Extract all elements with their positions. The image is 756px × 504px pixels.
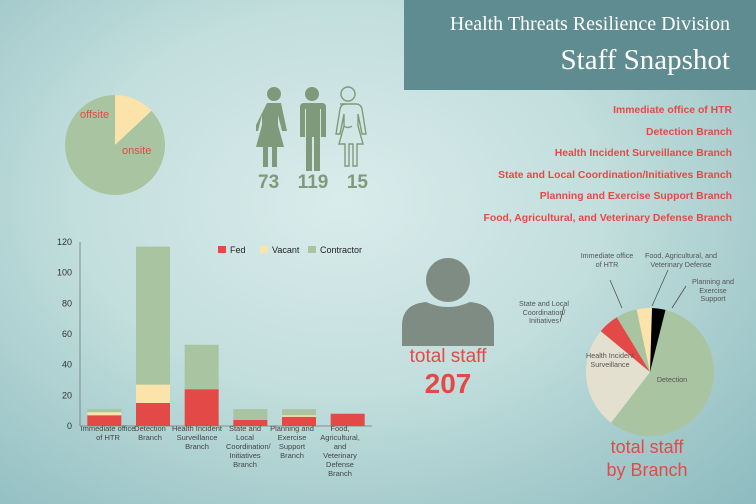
headcount-values [258,172,368,194]
people-icons [256,86,368,174]
woman-icon [256,87,287,167]
branch-list-item: State and Local Coordination/Initiatives Branch [498,169,732,181]
branch-pie-label: Planning and Exercise Support [692,277,734,304]
bar-segment [136,247,170,385]
legend-label: Contractor [320,245,363,255]
count-fed-men: 119 [297,172,329,193]
pie-label-onsite: onsite [122,145,152,157]
legend-label: Fed [230,245,246,255]
y-tick-label: 40 [61,359,72,370]
y-tick-label: 120 [56,237,72,247]
y-tick-label: 60 [61,329,72,339]
legend-swatch [308,246,316,253]
branch-pie-title-line2: by Branch [606,460,688,480]
branch-list-item: Food, Agricultural, and Veterinary Defense Branch [483,212,732,224]
x-label: State and Local Coordination/ Initiatives Branch [226,424,271,469]
branch-list-item: Planning and Exercise Support Branch [539,191,732,202]
x-label: Health Incident Surveillance Branch [171,424,223,451]
y-tick-label: 80 [61,298,72,309]
x-label: Immediate office of HTR [80,424,136,442]
branch-pie-label: Health Incident Surveillance [586,351,634,369]
man-icon [300,87,326,171]
location-pie [60,90,170,200]
x-label: Detection Branch [134,424,166,442]
bar-segment [233,409,267,420]
bar-segment [136,385,170,403]
snapshot-title: Staff Snapshot [560,44,730,76]
bar-segment [87,409,121,412]
contractor-icon [336,87,366,166]
y-tick-label: 100 [56,267,72,278]
branch-pie-label: State and Local Coordination/ Initiatives [519,299,569,326]
count-fed-women: 73 [258,172,280,193]
x-label: Food, Agricultural, and Veterinary Defense Branch [320,424,360,478]
branch-pie-label: Detection [656,375,688,384]
branch-pie-title-line1: total staff [610,437,684,457]
header-banner [404,0,756,90]
bar-segment [282,409,316,415]
branch-list-item: Immediate office of HTR [613,105,732,116]
bar-segment [282,415,316,417]
y-tick-label: 20 [61,390,72,401]
person-bust-icon [400,256,496,348]
branch-list-item: Health Incident Surveillance Branch [554,148,732,159]
bar-segment [185,389,219,426]
bar-segment [185,345,219,389]
bar-segment [136,403,170,426]
pie-label-offsite: offsite [80,109,110,121]
x-label: Planning and Exercise Support Branch [270,424,314,460]
division-title: Health Threats Resilience Division [449,13,730,35]
branch-pie-title [582,436,712,482]
legend-swatch [218,246,226,253]
total-staff-value: 207 [424,368,472,399]
legend-swatch [260,246,268,253]
y-tick-label: 0 [66,421,72,431]
branch-pie-label: Food, Agricultural, and Veterinary Defense [645,251,717,269]
branch-list-item: Detection Branch [645,126,732,138]
legend-label: Vacant [272,245,300,255]
count-contractors: 15 [346,172,368,193]
bar-segment [87,412,121,415]
branch-pie-label: Immediate office of HTR [580,251,634,269]
total-staff-label: total staff [409,346,487,367]
branch-list [484,100,732,229]
